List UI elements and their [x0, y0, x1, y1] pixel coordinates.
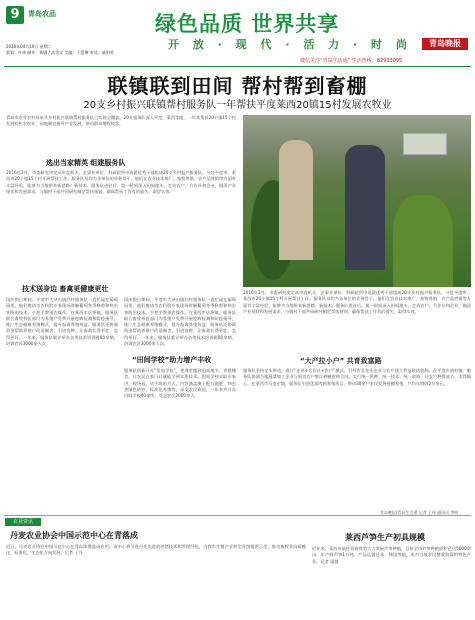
brief2-body: 近年来，莱西市依托资源优势大力发展芦笋种植，目前全市芦笋种植面积已达5000余亩，年产鲜芦笋1万吨，产品远销日本、韩国等地，成为当地农民增收致富的特色产业。记者 梁越	[312, 546, 471, 564]
section-label: 青岛农品	[28, 10, 56, 18]
brief1-body: 近日，丹麦农业协会中国示范中心在青岛即墨落成启用。该中心将引进丹麦先进的养猪技术和管理经验，为我市生猪产业转型升级提供示范，推动畜牧业向规模化、标准化、生态化方向发展。记者 于洋	[6, 544, 306, 556]
masthead-rule	[4, 66, 471, 67]
brief2-title: 莱西芦笋生产初具规模	[345, 533, 425, 542]
masthead-slogan: 绿色品质 世界共享	[155, 12, 340, 36]
page-number: 9	[6, 6, 24, 24]
editor-line: 策划：叶林 制作：黄娜 / 高美文 美编：于慧琳 审读：戚明勇	[6, 50, 114, 55]
masthead-subslogan: 开 放 · 现 代 · 活 力 · 时 尚	[168, 38, 412, 51]
newspaper-logo: 青岛晚报	[422, 38, 468, 50]
section4-title: “田间学校”助力增产丰收	[132, 356, 212, 364]
section4-body: 服务队创新开办“田间学校”，把课堂搬到田间地头、养殖棚舍，让农民在家门口就能学到实用技术。田间学校采取专家讲、现场看、动手练的方式，内容涵盖测土配方施肥、病虫害绿色防控、标准化养殖等，深受农民欢迎。一年来共开办田间学校40余所，受益农民2000余人。	[124, 368, 236, 399]
section3-title: “大产拉小户” 共育致富路	[300, 357, 382, 365]
section1-body: 2016年3月，市委研究决定从市直机关、企事业单位、科研院所中选派优秀干部组成20支乡村振兴服务队，分赴平度市、莱西市20个镇15个村开展帮扶工作。服务队员均为各单位的业务骨干，他们在农业技术推广、畜牧养殖、农产品营销等方面有丰富经验，能够为当地带来新思路、新技术。服务队进驻后，第一时间深入田间地头，走访农户、合作社和企业，摸清产业现状和发展需求，与镇村干部共同研究制定帮扶规划，确保帮扶工作有的放矢、取得实效。	[6, 170, 236, 194]
weixin-line: 微信关注“青岛生活通” 生活热线：82933095	[300, 58, 403, 64]
column-tag: 农业资讯	[5, 518, 41, 526]
section1-title: 选出当家精英 组建服务队	[46, 159, 126, 167]
article-intro: 青岛市农业农村局牵头乡村振兴联镇帮村服务队已实现全覆盖，20支服务队深入平度、莱西等地，一年来帮扶20个镇15个村发展特色农牧业，因地制宜指导产业发展，带动群众增收致富。	[6, 115, 236, 127]
subheadline: 20支乡村振兴联镇帮村服务队一年帮扶平度莱西20镇15村发展农牧业	[83, 100, 392, 111]
photo-credit: 青岛晚报/青岛生活通 记者 王伟 通讯员 李明	[380, 510, 459, 515]
right-column-top: 2016年3月，市委研究决定从市直机关、企事业单位、科研院所中选派优秀干部组成20支乡村振兴服务队，分赴平度市、莱西市20个镇15个村开展帮扶工作。服务队员均为各单位的业务骨干，他们在农业技术推广、畜牧养殖、农产品营销等方面有丰富经验，能够为当地带来新思路、新技术。服务队进驻后，第一时间深入田间地头，走访农户、合作社和企业，摸清产业现状和发展需求，与镇村干部共同研究制定帮扶规划，确保帮扶工作有的放矢、取得实效。	[243, 290, 471, 314]
brief1-title: 丹麦农业协会中国示范中心在青落成	[10, 531, 138, 540]
article-photo	[243, 115, 471, 287]
section4-intro: 国庆假日期间，平度市大泽山镇驻村服务队一直忙碌在葡萄园里，他们邀请市农科院专家现场讲解葡萄冬季修剪和病虫害防治技术，手把手教果农操作。在莱西市店埠镇，服务队联合畜牧兽医部门为养殖户免费开展疫病检测和防疫指导，推广生态健康养殖模式，提升畜禽养殖效益。服务队还协调资金帮助养殖户改造圈舍，引进良种，让畜禽长得更壮、卖得更好。一年来，服务队累计举办各类技术培训班80余期，培训农民3000余人次。	[124, 297, 236, 347]
section2-title: 技术送身边 畜禽更健康更壮	[22, 285, 109, 293]
section2-body: 国庆假日期间，平度市大泽山镇驻村服务队一直忙碌在葡萄园里，他们邀请市农科院专家现场讲解葡萄冬季修剪和病虫害防治技术，手把手教果农操作。在莱西市店埠镇，服务队联合畜牧兽医部门为养殖户免费开展疫病检测和防疫指导，推广生态健康养殖模式，提升畜禽养殖效益。服务队还协调资金帮助养殖户改造圈舍，引进良种，让畜禽长得更壮、卖得更好。一年来，服务队累计举办各类技术培训班80余期，培训农民3000余人次。	[6, 297, 118, 347]
headline: 联镇联到田间 帮村帮到畜棚	[107, 74, 368, 98]
date-line: 2016年04月19日 星期二	[6, 44, 52, 49]
briefs-rule	[4, 515, 471, 516]
section3-body: 服务队坚持龙头带动，推行“企业+合作社+农户”模式，引导农业龙头企业与农户建立利益联结机制。在平度市明村镇，服务队协调当地蔬菜加工企业与周边农户签订种植收购合同，实行统一供种、统一技术、统一收购，让农户种得放心、卖得顺心。在莱西市马连庄镇，服务队引进优质肉鸡养殖项目，带动30余户农民发展规模养殖，户均年增收2万余元。	[243, 368, 471, 386]
